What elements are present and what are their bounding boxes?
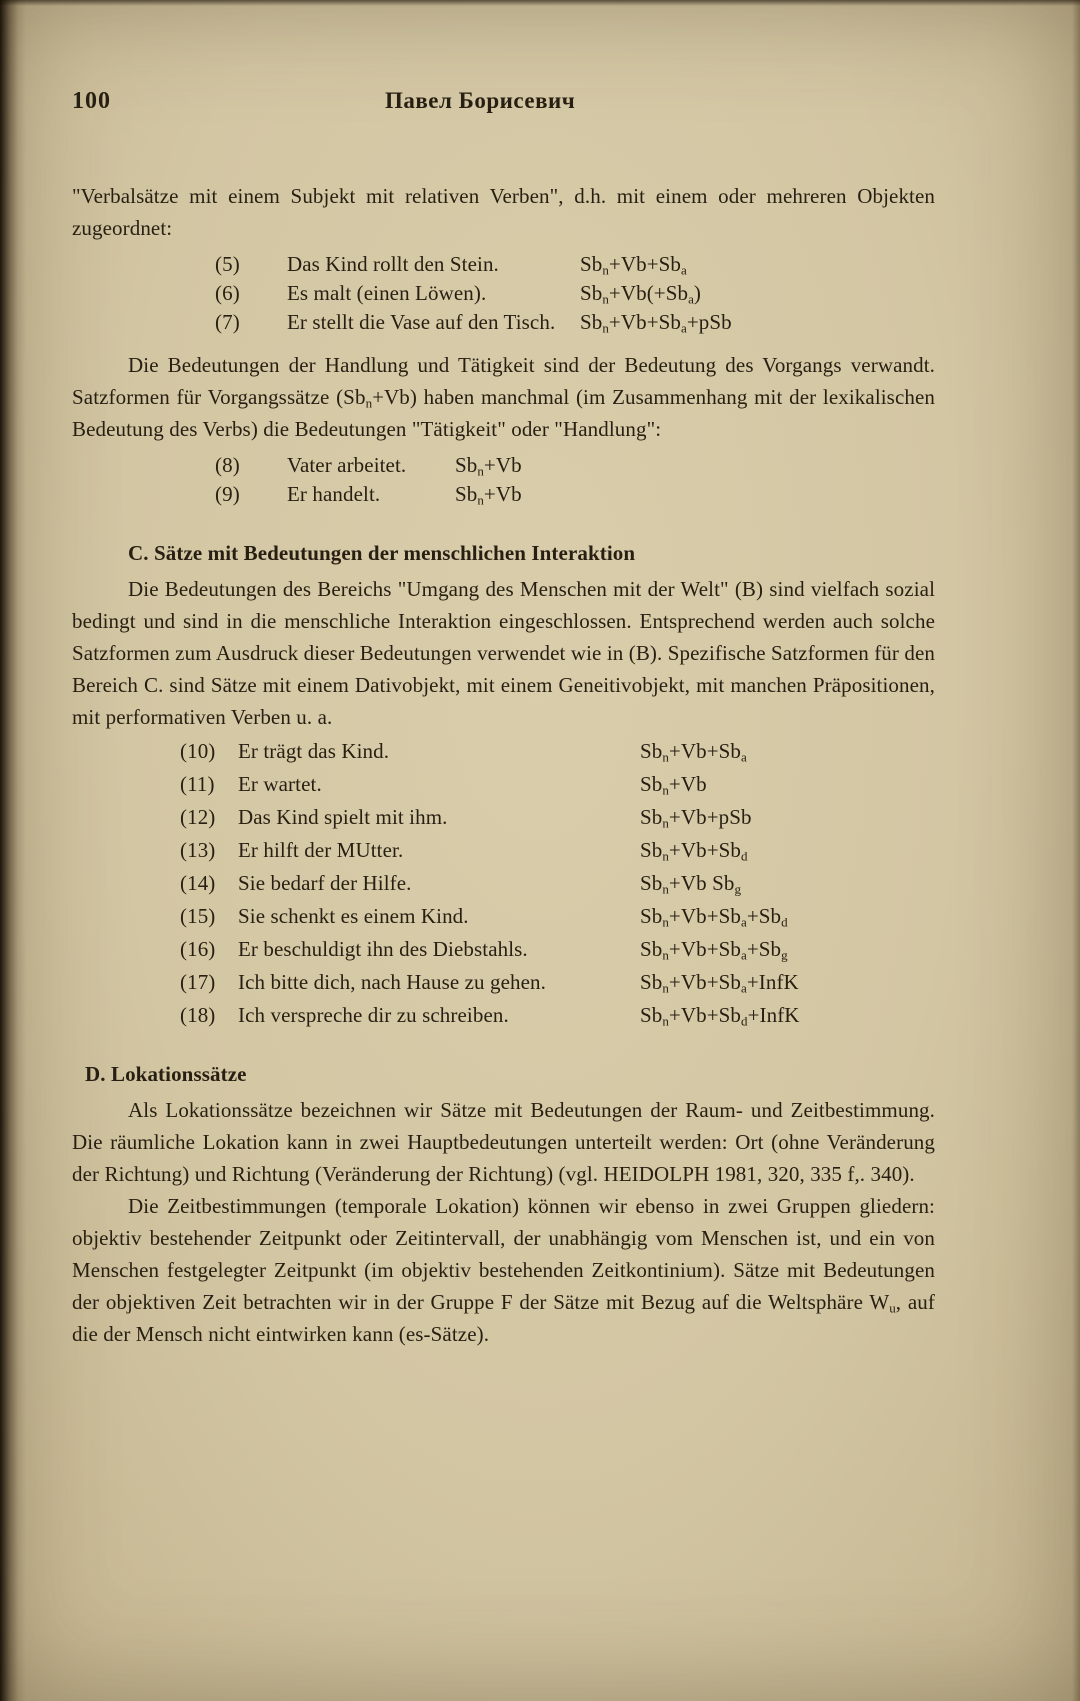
example-number: (9): [215, 482, 240, 506]
example-formula: $Sb_n+Vb+Sb_d+InfK$: [640, 1003, 800, 1029]
paragraph-vorgangssaetze: Die Bedeutungen der Handlung und Tätigkeit sind der Bedeutung des Vorgangs verwandt. Satzformen für Vorgangssätze $(Sb_n+Vb)$ haben manchmal (im Zusammenhang mit der lexikalischen Bedeutung des Verbs) die Bedeutungen "Tätigkeit" oder "Handlung":: [72, 353, 935, 441]
page-body: [72, 180, 935, 1350]
example-row: [72, 449, 935, 478]
example-row: [72, 999, 935, 1032]
example-sentence: Es malt (einen Löwen).: [287, 281, 487, 305]
example-row: [72, 478, 935, 507]
example-number: (5): [215, 252, 240, 276]
example-formula: $Sb_n+Vb+Sb_a+Sb_d$: [640, 904, 788, 930]
example-formula: $Sb_n+Vb+Sb_a+Sb_g$: [640, 937, 788, 963]
example-number: (10): [180, 739, 216, 763]
example-number: (17): [180, 970, 216, 994]
example-number: (11): [180, 772, 215, 796]
example-row: [72, 306, 935, 335]
example-sentence: Ich verspreche dir zu schreiben.: [238, 1003, 509, 1027]
example-number: (12): [180, 805, 216, 829]
page-gutter-shadow: [0, 0, 26, 1701]
example-formula: $Sb_n+Vb+Sb_a+InfK$: [640, 970, 799, 996]
example-formula: $Sb_n+Vb$: [455, 453, 522, 479]
example-formula: $Sb_n+Vb$: [455, 482, 522, 508]
example-sentence: Das Kind rollt den Stein.: [287, 252, 499, 276]
example-sentence: Vater arbeitet.: [287, 453, 407, 477]
example-formula: $Sb_n+Vb+Sb_a$: [580, 252, 687, 278]
example-row: [72, 768, 935, 801]
example-row: [72, 933, 935, 966]
example-sentence: Er beschuldigt ihn des Diebstahls.: [238, 937, 528, 961]
section-heading-c: C. Sätze mit Bedeutungen der menschlichen Interaktion: [128, 541, 636, 565]
example-group-10-18: [72, 735, 935, 1032]
page-right-edge: [1072, 0, 1080, 1701]
example-number: (6): [215, 281, 240, 305]
example-row: [72, 735, 935, 768]
running-header: [0, 0, 1080, 118]
example-sentence: Sie bedarf der Hilfe.: [238, 871, 412, 895]
example-formula: $Sb_n+Vb(+Sb_a)$: [580, 281, 702, 307]
example-formula: $Sb_n+Vb+Sb_a$: [640, 739, 747, 765]
example-sentence: Er hilft der MUtter.: [238, 838, 404, 862]
example-formula: $Sb_n+Vb+Sb_a+pSb$: [580, 310, 732, 336]
example-group-5-7: [72, 248, 935, 335]
example-formula: $Sb_n+Vb$ $Sb_g$: [640, 871, 741, 897]
example-row: [72, 801, 935, 834]
paragraph-interaktion: Die Bedeutungen des Bereichs "Umgang des Menschen mit der Welt" (B) sind vielfach sozial bedingt und sind in die menschliche Interaktion eingeschlossen. Entsprechend werden auch solche Satzformen zum Ausdruck dieser Bedeutungen verwendet wie in (B). Spezifische Satzformen für den Bereich C. sind Sätze mit einem Dativobjekt, mit einem Geneitivobjekt, mit manchen Präpositionen, mit performativen Verben u. a.: [72, 577, 935, 729]
paragraph-zeitbestimmung: Die Zeitbestimmungen (temporale Lokation) können wir ebenso in zwei Gruppen gliedern: objektiv bestehender Zeitpunkt oder Zeitintervall, der unabhängig vom Menschen ist, und ein von Menschen festgelegter Zeitpunkt (im objektiv bestehenden Zeitkontinium). Sätze mit Bedeutungen der objektiven Zeit betrachten wir in der Gruppe F der Sätze mit Bezug auf die Weltsphäre $W_u$, auf die der Mensch nicht eintwirken kann (es-Sätze).: [72, 1194, 935, 1346]
example-number: (7): [215, 310, 240, 334]
example-sentence: Er handelt.: [287, 482, 381, 506]
running-head-author: Павел Борисевич: [385, 88, 576, 113]
example-formula: $Sb_n+Vb+Sb_d$: [640, 838, 748, 864]
example-sentence: Sie schenkt es einem Kind.: [238, 904, 469, 928]
page-number: 100: [72, 88, 111, 114]
example-formula: $Sb_n+Vb$: [640, 772, 707, 798]
example-group-8-9: [72, 449, 935, 507]
example-row: [72, 966, 935, 999]
example-number: (15): [180, 904, 216, 928]
example-sentence: Er trägt das Kind.: [238, 739, 390, 763]
example-row: [72, 834, 935, 867]
example-row: [72, 248, 935, 277]
section-heading-d: D. Lokationssätze: [85, 1062, 247, 1086]
example-sentence: Das Kind spielt mit ihm.: [238, 805, 448, 829]
paragraph-lokation: Als Lokationssätze bezeichnen wir Sätze mit Bedeutungen der Raum- und Zeitbestimmung. Die räumliche Lokation kann in zwei Hauptbedeutungen unterteilt werden: Ort (ohne Veränderung der Richtung) und Richtung (Veränderung der Richtung) (vgl. HEIDOLPH 1981, 320, 335 f,. 340).: [72, 1098, 935, 1186]
example-sentence: Ich bitte dich, nach Hause zu gehen.: [238, 970, 546, 994]
example-row: [72, 900, 935, 933]
example-row: [72, 277, 935, 306]
example-formula: $Sb_n+Vb+pSb$: [640, 805, 752, 831]
example-number: (16): [180, 937, 216, 961]
example-number: (13): [180, 838, 216, 862]
intro-paragraph: "Verbalsätze mit einem Subjekt mit relativen Verben", d.h. mit einem oder mehreren Objekten zugeordnet:: [72, 184, 935, 240]
example-number: (18): [180, 1003, 216, 1027]
example-sentence: Er wartet.: [238, 772, 322, 796]
example-sentence: Er stellt die Vase auf den Tisch.: [287, 310, 556, 334]
example-number: (8): [215, 453, 240, 477]
example-number: (14): [180, 871, 216, 895]
example-row: [72, 867, 935, 900]
